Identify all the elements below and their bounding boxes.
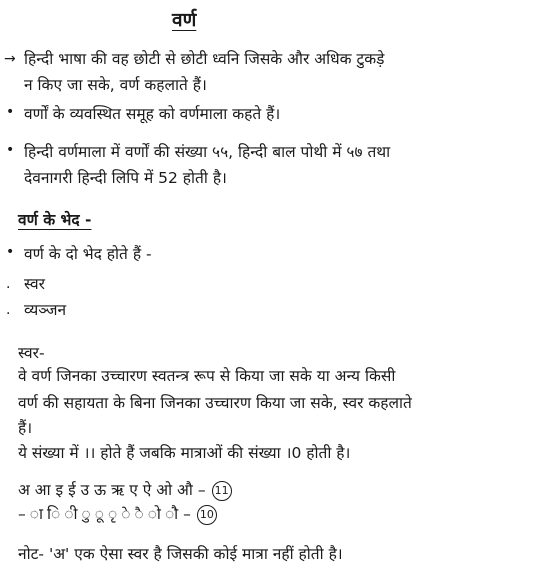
count-line-2: देवनागरी हिन्दी लिपि में 52 होती है। bbox=[24, 169, 227, 187]
matra-count-dash: – bbox=[183, 505, 191, 523]
swar-definition-line-2: वर्ण की सहायता के बिना जिनका उच्चारण किया जा सके, स्वर कहलाते bbox=[18, 394, 412, 412]
count-line-1: हिन्दी वर्णमाला में वर्णों की संख्या ५५, हिन्दी बाल पोथी में ५७ तथा bbox=[24, 143, 391, 161]
vowel-list-row bbox=[18, 480, 232, 501]
note-text: नोट- 'अ' एक ऐसा स्वर है जिसकी कोई मात्रा नहीं होती है। bbox=[18, 545, 343, 563]
bullet-icon: . bbox=[6, 276, 11, 292]
bullet-icon: • bbox=[6, 104, 15, 120]
vowel-list: अ आ इ ई उ ऊ ऋ ए ऐ ओ औ bbox=[18, 481, 193, 499]
matra-list: – ा ि ी ु ू ृ े ै ो ौ bbox=[18, 505, 179, 523]
swar-count-text: ये संख्या में ।। होते हैं जबकि मात्राओं की संख्या ।0 होती है। bbox=[18, 444, 351, 462]
vowel-count-badge: 11 bbox=[212, 481, 232, 501]
bhed-intro: वर्ण के दो भेद होते हैं - bbox=[24, 245, 152, 263]
matra-count-badge: 10 bbox=[197, 505, 217, 525]
bullet-icon: . bbox=[6, 302, 11, 318]
bullet-icon: • bbox=[6, 142, 15, 158]
arrow-bullet-icon: → bbox=[4, 51, 16, 67]
intro-line-1: हिन्दी भाषा की वह छोटी से छोटी ध्वनि जिसके और अधिक टुकड़े bbox=[24, 50, 385, 68]
swar-definition-line-1: वे वर्ण जिनका उच्चारण स्वतन्त्र रूप से किया जा सके या अन्य किसी bbox=[18, 367, 396, 385]
matra-list-row bbox=[18, 504, 217, 525]
bhed-item-swar: स्वर bbox=[24, 275, 45, 293]
bhed-item-vyanjan: व्यञ्जन bbox=[24, 301, 67, 319]
varnamala-definition: वर्णों के व्यवस्थित समूह को वर्णमाला कहते हैं। bbox=[24, 105, 281, 123]
intro-line-2: न किए जा सके, वर्ण कहलाते हैं। bbox=[24, 76, 207, 94]
vowel-count-dash: – bbox=[197, 481, 206, 499]
page-title: वर्ण bbox=[172, 9, 197, 31]
section-heading-varna-bhed: वर्ण के भेद - bbox=[18, 211, 92, 229]
bullet-icon: • bbox=[6, 244, 15, 260]
section-heading-swar: स्वर- bbox=[18, 344, 45, 362]
swar-definition-line-3: हैं। bbox=[18, 419, 33, 437]
